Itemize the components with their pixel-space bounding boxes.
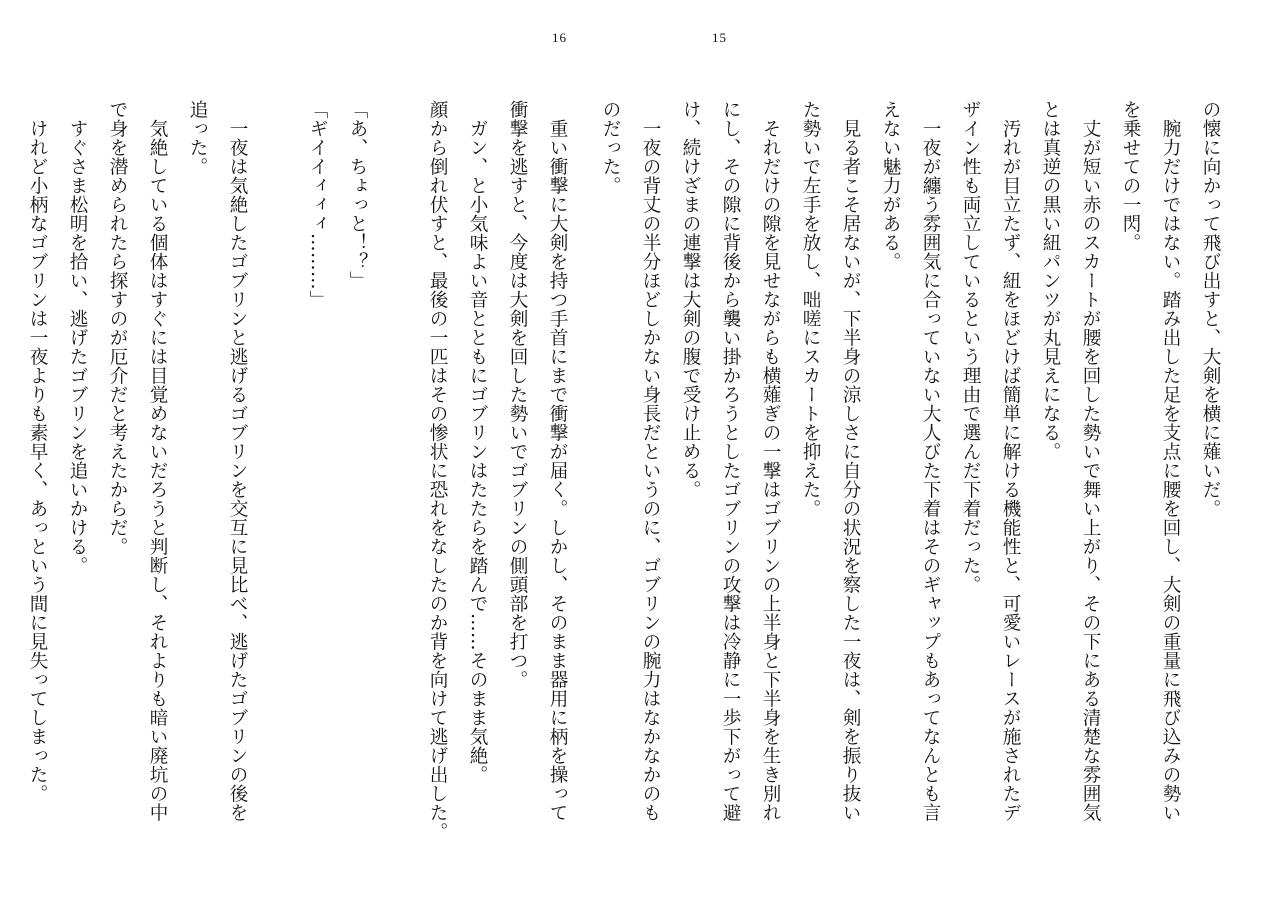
text-line: 丈が短い赤のスカートが腰を回した勢いで舞い上がり、その下にある清楚な雰囲気 — [1080, 100, 1101, 822]
text-line: 「あ、ちょっと！？」 — [347, 100, 368, 290]
blank-line — [377, 100, 417, 860]
text-line: で身を潜められたら探すのが厄介だと考えたからだ。 — [107, 100, 128, 556]
text-line: た勢いで左手を放し、咄嗟にスカートを抑えた。 — [800, 100, 821, 518]
text-line: 見る者こそ居ないが、下半身の涼しさに自分の状況を察した一夜は、剣を振り抜い — [840, 100, 861, 822]
text-line: のだった。 — [600, 100, 621, 195]
text-line: の懐に向かって飛び出すと、大剣を横に薙いだ。 — [1200, 100, 1221, 518]
text-line: 衝撃を逃すと、今度は大剣を回した勢いでゴブリンの側頭部を打つ。 — [507, 100, 528, 689]
text-line: 「ギイイィィィ………」 — [307, 100, 328, 309]
text-line: 一夜が纏う雰囲気に合っていない大人びた下着はそのギャップもあってなんとも言 — [920, 100, 941, 822]
text-line: 顔から倒れ伏すと、最後の一匹はその惨状に恐れをなしたのか背を向けて逃げ出した。 — [427, 100, 448, 841]
text-line: えない魅力がある。 — [880, 100, 901, 271]
blank-line — [257, 100, 297, 860]
text-line: 追った。 — [187, 100, 208, 176]
text-line: 一夜は気絶したゴブリンと逃げるゴブリンを交互に見比べ、逃げたゴブリンの後を — [227, 100, 248, 822]
text-line: にし、その隙に背後から襲い掛かろうとしたゴブリンの攻撃は冷静に一歩下がって避 — [720, 100, 741, 822]
text-line: それだけの隙を見せながらも横薙ぎの一撃はゴブリンの上半身と下半身を生き別れ — [760, 100, 781, 822]
text-line: 汚れが目立たず、紐をほどけば簡単に解ける機能性と、可愛いレースが施されたデ — [1000, 100, 1021, 822]
text-line: けれど小柄なゴブリンは一夜よりも素早く、あっという間に見失ってしまった。 — [27, 100, 48, 803]
text-line: 気絶している個体はすぐには目覚めないだろうと判断し、それよりも暗い廃坑の中 — [147, 100, 168, 822]
text-line: とは真逆の黒い紐パンツが丸見えになる。 — [1040, 100, 1061, 461]
left-page-text — [0, 100, 577, 860]
text-line: け、続けざまの連撃は大剣の腹で受け止める。 — [680, 100, 701, 499]
text-line: 一夜の背丈の半分ほどしかない身長だというのに、ゴブリンの腕力はなかなかのも — [640, 100, 661, 822]
page-number-left: 16 — [552, 30, 567, 45]
page-number-right: 15 — [712, 30, 727, 45]
right-page — [600, 0, 1280, 905]
text-line: ガン、と小気味よい音とともにゴブリンはたたらを踏んで……そのまま気絶。 — [467, 100, 488, 784]
text-line: ザイン性も両立しているという理由で選んだ下着だった。 — [960, 100, 981, 594]
text-line: を乗せての一閃。 — [1120, 100, 1141, 252]
text-line: すぐさま松明を拾い、逃げたゴブリンを追いかける。 — [67, 100, 88, 575]
text-line: 重い衝撃に大剣を持つ手首にまで衝撃が届く。しかし、そのまま器用に柄を操って — [547, 100, 568, 822]
text-line: 腕力だけではない。踏み出した足を支点に腰を回し、大剣の重量に飛び込みの勢い — [1160, 100, 1181, 822]
blank-line — [0, 100, 17, 860]
right-page-text — [590, 100, 1230, 860]
